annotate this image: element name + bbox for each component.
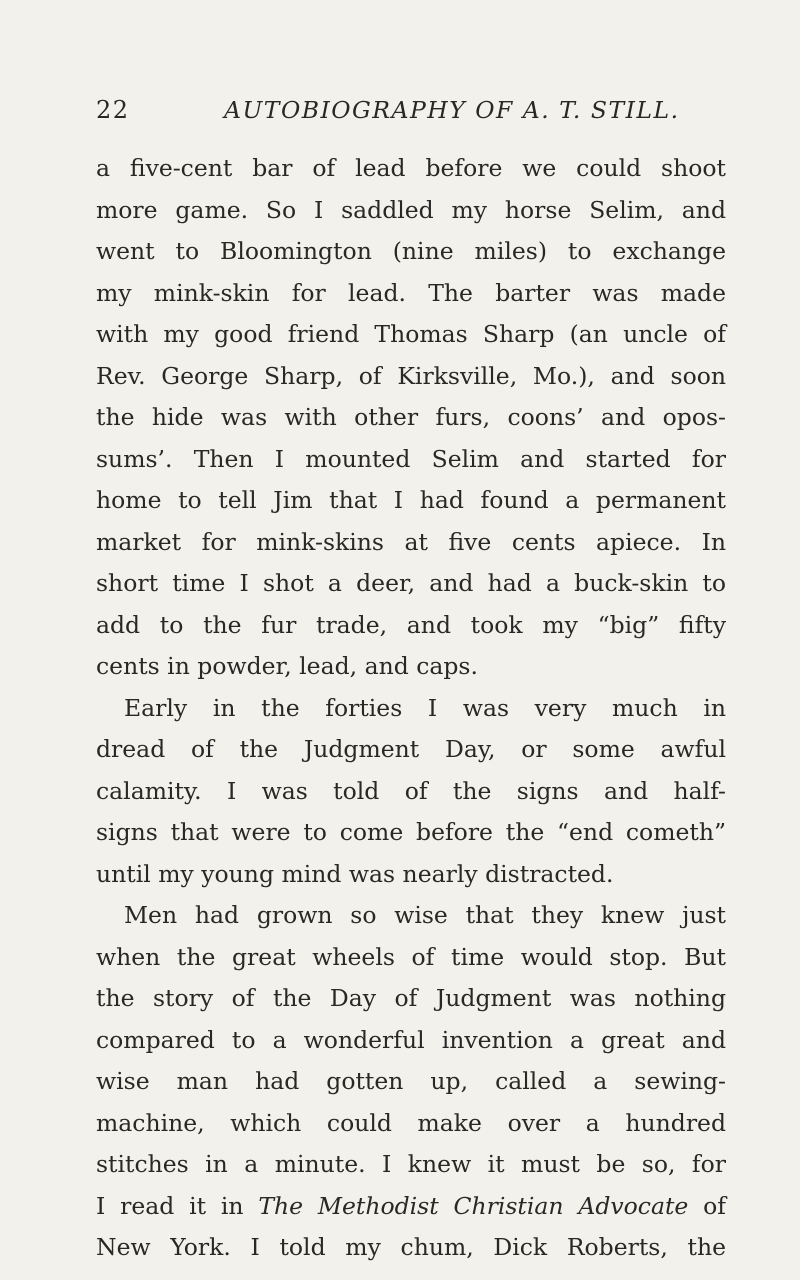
running-head — [96, 96, 716, 130]
text-line: signs that were to come before the “end cometh” — [96, 818, 726, 846]
text-line: the story of the Day of Judgment was nothing — [96, 984, 726, 1012]
text-line: my mink-skin for lead. The barter was made — [96, 278, 726, 307]
text-line: the hide was with other furs, coons’ and opos- — [96, 403, 726, 431]
text-segment: of — [688, 1191, 726, 1220]
text-line: sums’. Then I mounted Selim and started for — [96, 444, 726, 473]
text-line: add to the fur trade, and took my “big” fifty — [96, 610, 726, 639]
text-line: compared to a wonderful invention a great and — [96, 1025, 726, 1054]
text-line: more game. So I saddled my horse Selim, and — [96, 195, 726, 224]
text-line: went to Bloomington (nine miles) to exchange — [96, 237, 726, 265]
text-line: New York. I told my chum, Dick Roberts, the — [96, 1233, 726, 1261]
text-line: a five-cent bar of lead before we could shoot — [96, 154, 726, 182]
text-line: Rev. George Sharp, of Kirksville, Mo.), and soon — [96, 361, 726, 390]
text-line: market for mink-skins at five cents apiece. In — [96, 527, 726, 556]
paragraph-start-line: Early in the forties I was very much in — [124, 693, 726, 722]
text-line: wise man had gotten up, called a sewing- — [96, 1067, 726, 1095]
text-line-with-title — [96, 1186, 726, 1228]
text-line: home to tell Jim that I had found a permanent — [96, 486, 726, 514]
paragraph-start-line: Men had grown so wise that they knew just — [124, 901, 726, 929]
text-line: calamity. I was told of the signs and half- — [96, 776, 726, 805]
text-segment: I read it in — [96, 1191, 259, 1220]
paragraph-end-line: until my young mind was nearly distracted. — [96, 859, 614, 888]
text-line: when the great wheels of time would stop. But — [96, 942, 726, 971]
paragraph-end-line: cents in powder, lead, and caps. — [96, 652, 478, 680]
page-number: 22 — [96, 96, 130, 124]
text-line: stitches in a minute. I knew it must be so, for — [96, 1150, 726, 1178]
text-line: short time I shot a deer, and had a buck-skin to — [96, 569, 726, 597]
body-text — [96, 148, 726, 1269]
text-line: machine, which could make over a hundred — [96, 1108, 726, 1137]
text-line: dread of the Judgment Day, or some awful — [96, 735, 726, 763]
text-line: with my good friend Thomas Sharp (an uncle of — [96, 320, 726, 348]
periodical-title: The Methodist Christian Advocate — [258, 1191, 689, 1220]
running-title: AUTOBIOGRAPHY OF A. T. STILL. — [224, 96, 680, 124]
